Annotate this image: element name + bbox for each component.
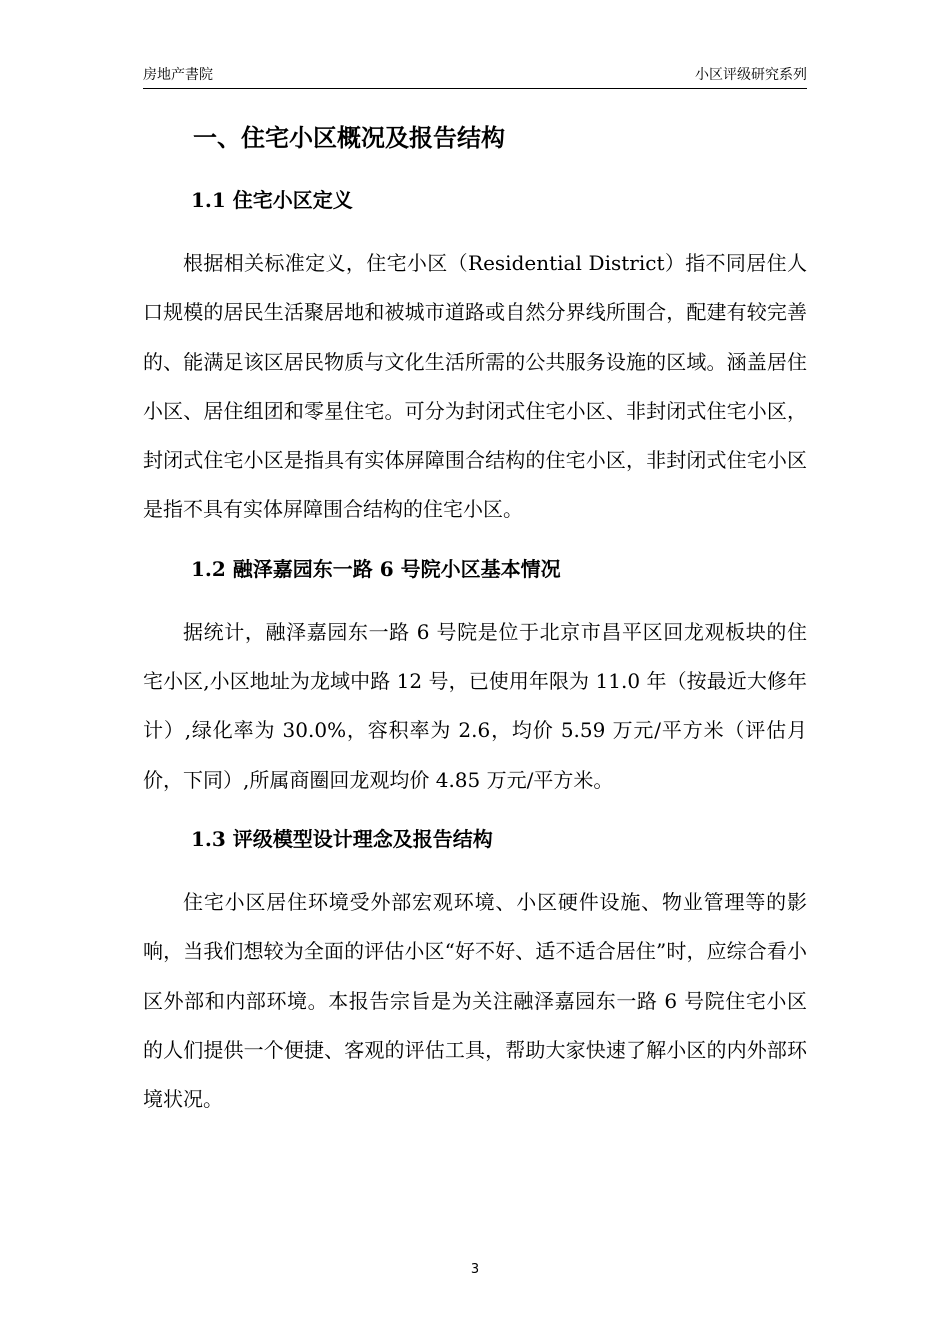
section-body-1-3: 住宅小区居住环境受外部宏观环境、小区硬件设施、物业管理等的影响，当我们想较为全面的评估小区“好不好、适不适合居住”时，应综合看小区外部和内部环境。本报告宗旨是为关注融泽嘉园东一路 6 号院住宅小区的人们提供一个便捷、客观的评估工具，帮助大家快速了解小区的内外部环境状况。 bbox=[143, 889, 807, 1112]
page-number: 3 bbox=[470, 1262, 480, 1277]
section-heading-1-3: 1.3 评级模型设计理念及报告结构 bbox=[191, 826, 493, 851]
section-heading-1-2: 1.2 融泽嘉园东一路 6 号院小区基本情况 bbox=[191, 556, 561, 581]
section-body-1-1: 根据相关标准定义，住宅小区（Residential District）指不同居住人口规模的居民生活聚居地和被城市道路或自然分界线所围合，配建有较完善的、能满足该区居民物质与文化生活所需的公共服务设施的区域。涵盖居住小区、居住组团和零星住宅。可分为封闭式住宅小区、非封闭式住宅小区，封闭式住宅小区是指具有实体屏障围合结构的住宅小区，非封闭式住宅小区是指不具有实体屏障围合结构的住宅小区。 bbox=[143, 251, 807, 522]
header-right-text: 小区评级研究系列 bbox=[695, 67, 807, 83]
section-heading-1-1: 1.1 住宅小区定义 bbox=[191, 188, 353, 212]
header-left-text: 房地产書院 bbox=[143, 67, 213, 83]
page-content bbox=[143, 118, 807, 1124]
page-header bbox=[143, 66, 807, 89]
section-body-1-2: 据统计，融泽嘉园东一路 6 号院是位于北京市昌平区回龙观板块的住宅小区,小区地址为龙域中路 12 号，已使用年限为 11.0 年（按最近大修年计）,绿化率为 30.0%，容积率为 2.6，均价 5.59 万元/平方米（评估月价，下同）,所属商圈回龙观均价 4.85 万元/平方米。 bbox=[143, 619, 807, 792]
chapter-title: 一、住宅小区概况及报告结构 bbox=[193, 123, 505, 152]
